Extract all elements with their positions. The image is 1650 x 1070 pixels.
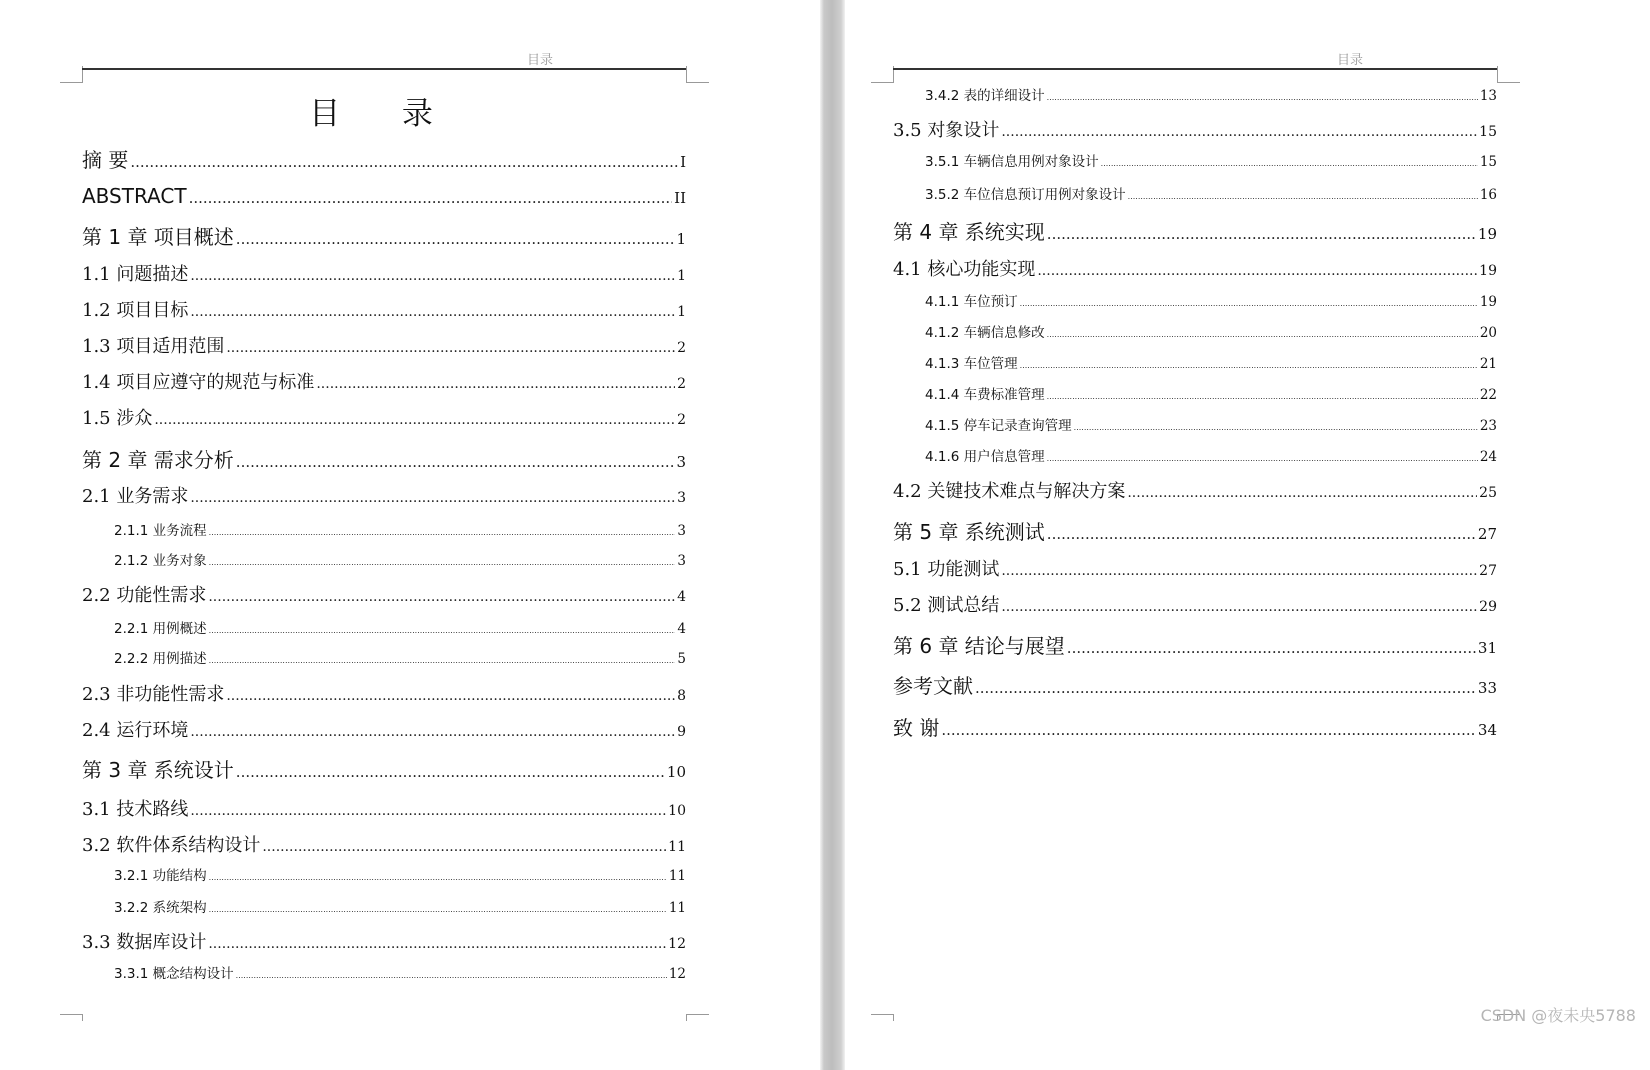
toc-leader-dots bbox=[316, 376, 675, 392]
toc-entry-label: 1.5 涉众 bbox=[82, 408, 153, 429]
toc-leader-dots bbox=[209, 558, 676, 567]
toc-entry[interactable] bbox=[114, 519, 686, 539]
toc-entry-label: 2.3 非功能性需求 bbox=[82, 684, 225, 705]
toc-leader-dots bbox=[262, 839, 666, 855]
page-header-label: 目录 bbox=[527, 53, 554, 68]
toc-entry-page-number: 21 bbox=[1479, 356, 1497, 372]
toc-entry-label: 2.2.1 用例概述 bbox=[114, 621, 207, 637]
toc-leader-dots bbox=[975, 679, 1476, 697]
toc-leader-dots bbox=[236, 230, 675, 248]
header-rule bbox=[893, 68, 1497, 70]
toc-entry[interactable] bbox=[82, 444, 686, 473]
toc-entry-label: 第 4 章 系统实现 bbox=[893, 220, 1045, 244]
toc-entry[interactable] bbox=[893, 712, 1497, 741]
toc-entry-page-number: 4 bbox=[677, 621, 686, 637]
toc-entry[interactable] bbox=[925, 84, 1497, 104]
toc-entry[interactable] bbox=[114, 896, 686, 916]
toc-leader-dots bbox=[1001, 124, 1477, 140]
toc-entry[interactable] bbox=[893, 591, 1497, 617]
toc-leader-dots bbox=[209, 905, 667, 914]
toc-entry-label: 4.1.6 用户信息管理 bbox=[925, 449, 1045, 465]
toc-leader-dots bbox=[190, 724, 675, 740]
toc-entry[interactable] bbox=[893, 670, 1497, 699]
toc-entry[interactable] bbox=[893, 116, 1497, 142]
toc-leader-dots bbox=[1101, 159, 1478, 168]
toc-page-left bbox=[0, 0, 820, 1070]
toc-entry-page-number: 34 bbox=[1477, 721, 1497, 739]
toc-leader-dots bbox=[1047, 525, 1476, 543]
toc-leader-dots bbox=[1047, 454, 1478, 463]
toc-entry-page-number: 22 bbox=[1479, 387, 1497, 403]
toc-entry-label: ABSTRACT bbox=[82, 184, 187, 208]
page-header-label: 目录 bbox=[1337, 53, 1364, 68]
toc-entry-page-number: 2 bbox=[677, 340, 686, 356]
toc-entry-label: 4.1 核心功能实现 bbox=[893, 259, 1036, 280]
toc-leader-dots bbox=[1047, 330, 1478, 339]
toc-leader-dots bbox=[209, 656, 676, 665]
crop-mark-top-left bbox=[60, 66, 83, 83]
toc-entry[interactable] bbox=[893, 630, 1497, 659]
toc-leader-dots bbox=[1074, 423, 1478, 432]
toc-entry-label: 2.1.2 业务对象 bbox=[114, 553, 207, 569]
toc-entry-page-number: 11 bbox=[668, 868, 686, 884]
toc-entry[interactable] bbox=[82, 680, 686, 706]
toc-entry-page-number: 3 bbox=[677, 523, 686, 539]
toc-entry-label: 4.1.2 车辆信息修改 bbox=[925, 325, 1045, 341]
header-rule bbox=[82, 68, 686, 70]
toc-leader-dots bbox=[1020, 361, 1478, 370]
toc-entry-label: 致 谢 bbox=[893, 716, 940, 740]
toc-entry[interactable] bbox=[114, 647, 686, 667]
toc-entry[interactable] bbox=[114, 617, 686, 637]
toc-entry[interactable] bbox=[925, 321, 1497, 341]
toc-entry[interactable] bbox=[925, 183, 1497, 203]
toc-leader-dots bbox=[209, 873, 667, 882]
toc-entry[interactable] bbox=[82, 296, 686, 322]
toc-leader-dots bbox=[1001, 563, 1477, 579]
toc-leader-dots bbox=[941, 721, 1476, 739]
toc-leader-dots bbox=[1001, 599, 1477, 615]
toc-leader-dots bbox=[208, 589, 675, 605]
toc-entry[interactable] bbox=[925, 352, 1497, 372]
crop-mark-bottom-right bbox=[686, 1014, 709, 1021]
toc-leader-dots bbox=[190, 268, 675, 284]
toc-entry-label: 2.1 业务需求 bbox=[82, 486, 189, 507]
toc-leader-dots bbox=[190, 490, 675, 506]
toc-entry-label: 4.1.4 车费标准管理 bbox=[925, 387, 1045, 403]
crop-mark-top-right bbox=[1497, 66, 1520, 83]
toc-leader-dots bbox=[1067, 639, 1476, 657]
toc-entry-page-number: 15 bbox=[1479, 124, 1497, 140]
toc-entry-page-number: 8 bbox=[677, 688, 686, 704]
toc-entry[interactable] bbox=[893, 516, 1497, 545]
toc-entry-page-number: 27 bbox=[1477, 525, 1497, 543]
toc-entry-page-number: 2 bbox=[677, 412, 686, 428]
toc-entry-label: 3.5 对象设计 bbox=[893, 120, 1000, 141]
toc-entry-page-number: 3 bbox=[677, 490, 686, 506]
toc-entry[interactable] bbox=[82, 716, 686, 742]
toc-entry-page-number: 19 bbox=[1479, 263, 1497, 279]
toc-entry-label: 1.4 项目应遵守的规范与标准 bbox=[82, 372, 315, 393]
toc-leader-dots bbox=[236, 453, 675, 471]
toc-entry-label: 2.2.2 用例描述 bbox=[114, 651, 207, 667]
toc-entry-label: 1.1 问题描述 bbox=[82, 264, 189, 285]
toc-entry[interactable] bbox=[893, 477, 1497, 503]
toc-entry[interactable] bbox=[925, 150, 1497, 170]
toc-entry-page-number: 19 bbox=[1479, 294, 1497, 310]
toc-entry[interactable] bbox=[82, 144, 686, 173]
toc-leader-dots bbox=[236, 763, 665, 781]
toc-entry-label: 3.2 软件体系结构设计 bbox=[82, 835, 261, 856]
toc-entry-page-number: 5 bbox=[677, 651, 686, 667]
toc-leader-dots bbox=[154, 412, 675, 428]
crop-mark-top-right bbox=[686, 66, 709, 83]
toc-entry[interactable] bbox=[82, 581, 686, 607]
toc-entry-page-number: 25 bbox=[1479, 485, 1497, 501]
csdn-watermark: CSDN @夜未央5788 bbox=[1480, 1006, 1636, 1025]
toc-entry-page-number: 3 bbox=[676, 453, 686, 471]
toc-entry[interactable] bbox=[925, 290, 1497, 310]
crop-mark-bottom-left bbox=[60, 1014, 83, 1021]
toc-leader-dots bbox=[1128, 192, 1478, 201]
toc-entry-page-number: 2 bbox=[677, 376, 686, 392]
toc-entry-page-number: II bbox=[674, 189, 686, 207]
toc-leader-dots bbox=[236, 971, 667, 980]
toc-entry-page-number: 27 bbox=[1479, 563, 1497, 579]
toc-leader-dots bbox=[1127, 485, 1477, 501]
toc-entry-page-number: 12 bbox=[668, 936, 686, 952]
toc-entry[interactable] bbox=[893, 216, 1497, 245]
toc-entry[interactable] bbox=[893, 255, 1497, 281]
toc-entry-page-number: 11 bbox=[668, 900, 686, 916]
toc-entry-label: 4.1.3 车位管理 bbox=[925, 356, 1018, 372]
toc-entry[interactable] bbox=[114, 864, 686, 884]
toc-entry-label: 5.1 功能测试 bbox=[893, 559, 1000, 580]
toc-entry-label: 第 2 章 需求分析 bbox=[82, 448, 234, 472]
toc-title: 目 录 bbox=[309, 96, 459, 132]
toc-entry-page-number: 11 bbox=[668, 839, 686, 855]
toc-entry-label: 4.2 关键技术难点与解决方案 bbox=[893, 481, 1126, 502]
toc-entry[interactable] bbox=[82, 795, 686, 821]
toc-leader-dots bbox=[130, 153, 678, 171]
toc-leader-dots bbox=[189, 189, 673, 207]
toc-leader-dots bbox=[1037, 263, 1477, 279]
toc-leader-dots bbox=[1047, 392, 1478, 401]
toc-entry-label: 第 1 章 项目概述 bbox=[82, 225, 234, 249]
toc-entry-label: 3.3.1 概念结构设计 bbox=[114, 966, 234, 982]
toc-entry-label: 2.1.1 业务流程 bbox=[114, 523, 207, 539]
toc-leader-dots bbox=[190, 803, 666, 819]
toc-entry-page-number: 31 bbox=[1477, 639, 1497, 657]
toc-entry-label: 2.2 功能性需求 bbox=[82, 585, 207, 606]
toc-entry[interactable] bbox=[82, 260, 686, 286]
toc-entry[interactable] bbox=[82, 928, 686, 954]
toc-entry[interactable] bbox=[82, 184, 686, 208]
toc-entry-label: 1.3 项目适用范围 bbox=[82, 336, 225, 357]
toc-entry-label: 4.1.5 停车记录查询管理 bbox=[925, 418, 1072, 434]
toc-entry-page-number: 23 bbox=[1479, 418, 1497, 434]
toc-entry[interactable] bbox=[925, 414, 1497, 434]
toc-entry-label: 参考文献 bbox=[893, 674, 973, 698]
toc-entry-label: 3.1 技术路线 bbox=[82, 799, 189, 820]
toc-entry-page-number: I bbox=[680, 153, 686, 171]
toc-entry-label: 3.5.2 车位信息预订用例对象设计 bbox=[925, 187, 1126, 203]
toc-entry-label: 第 6 章 结论与展望 bbox=[893, 634, 1065, 658]
toc-entry-page-number: 10 bbox=[668, 803, 686, 819]
toc-entry-page-number: 1 bbox=[676, 230, 686, 248]
toc-leader-dots bbox=[209, 626, 676, 635]
toc-entry-page-number: 12 bbox=[668, 966, 686, 982]
page-gutter bbox=[820, 0, 845, 1070]
toc-entry-page-number: 19 bbox=[1477, 225, 1497, 243]
toc-leader-dots bbox=[226, 688, 675, 704]
toc-entry-page-number: 33 bbox=[1477, 679, 1497, 697]
toc-entry[interactable] bbox=[114, 962, 686, 982]
toc-entry-page-number: 20 bbox=[1479, 325, 1497, 341]
toc-entry-page-number: 4 bbox=[677, 589, 686, 605]
toc-leader-dots bbox=[1047, 93, 1478, 102]
toc-entry[interactable] bbox=[82, 404, 686, 430]
toc-entry-label: 3.2.1 功能结构 bbox=[114, 868, 207, 884]
crop-mark-top-left bbox=[871, 66, 894, 83]
toc-entry[interactable] bbox=[82, 482, 686, 508]
toc-entry-page-number: 15 bbox=[1479, 154, 1497, 170]
toc-entry-page-number: 10 bbox=[666, 763, 686, 781]
toc-entry-page-number: 1 bbox=[677, 304, 686, 320]
toc-entry[interactable] bbox=[82, 368, 686, 394]
toc-entry-label: 3.4.2 表的详细设计 bbox=[925, 88, 1045, 104]
toc-entry-label: 1.2 项目目标 bbox=[82, 300, 189, 321]
toc-entry-page-number: 29 bbox=[1479, 599, 1497, 615]
toc-entry-label: 5.2 测试总结 bbox=[893, 595, 1000, 616]
toc-entry-page-number: 16 bbox=[1479, 187, 1497, 203]
toc-entry[interactable] bbox=[82, 754, 686, 783]
toc-entry-label: 摘 要 bbox=[82, 148, 129, 172]
toc-entry-page-number: 3 bbox=[677, 553, 686, 569]
toc-entry[interactable] bbox=[114, 549, 686, 569]
toc-entry[interactable] bbox=[925, 445, 1497, 465]
toc-entry[interactable] bbox=[82, 221, 686, 250]
toc-leader-dots bbox=[226, 340, 675, 356]
toc-entry[interactable] bbox=[82, 332, 686, 358]
toc-leader-dots bbox=[209, 528, 676, 537]
toc-entry-label: 4.1.1 车位预订 bbox=[925, 294, 1018, 310]
toc-entry-label: 3.5.1 车辆信息用例对象设计 bbox=[925, 154, 1099, 170]
toc-entry-label: 第 3 章 系统设计 bbox=[82, 758, 234, 782]
toc-leader-dots bbox=[190, 304, 675, 320]
toc-page-right bbox=[845, 0, 1650, 1070]
toc-entry-page-number: 1 bbox=[677, 268, 686, 284]
toc-leader-dots bbox=[1020, 299, 1478, 308]
toc-entry-label: 第 5 章 系统测试 bbox=[893, 520, 1045, 544]
toc-leader-dots bbox=[1047, 225, 1476, 243]
toc-entry-page-number: 13 bbox=[1479, 88, 1497, 104]
toc-entry[interactable] bbox=[893, 555, 1497, 581]
toc-entry[interactable] bbox=[925, 383, 1497, 403]
toc-entry-page-number: 9 bbox=[677, 724, 686, 740]
toc-leader-dots bbox=[208, 936, 666, 952]
toc-entry-label: 3.3 数据库设计 bbox=[82, 932, 207, 953]
toc-entry-page-number: 24 bbox=[1479, 449, 1497, 465]
toc-entry[interactable] bbox=[82, 831, 686, 857]
crop-mark-bottom-left bbox=[871, 1014, 894, 1021]
toc-entry-label: 2.4 运行环境 bbox=[82, 720, 189, 741]
toc-entry-label: 3.2.2 系统架构 bbox=[114, 900, 207, 916]
